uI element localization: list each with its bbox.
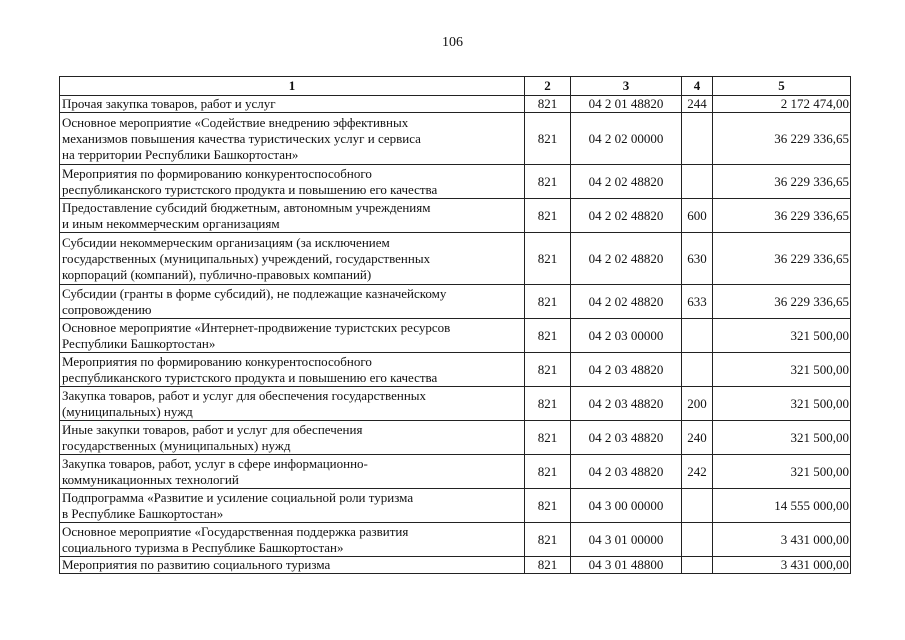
table-row [60,113,851,165]
row-amount-cell: 36 229 336,65 [713,199,851,233]
row-code-cell: 04 2 02 48820 [571,165,682,199]
row-name-cell: Прочая закупка товаров, работ и услуг [60,96,525,113]
row-code-cell: 04 2 01 48820 [571,96,682,113]
row-amount-cell: 3 431 000,00 [713,557,851,574]
row-admin-cell: 821 [525,285,571,319]
header-col-2: 2 [525,77,571,96]
row-name-cell: Предоставление субсидий бюджетным, автономным учреждениям и иным некоммерческим организациям [60,199,525,233]
header-col-1: 1 [60,77,525,96]
row-code-cell: 04 2 02 48820 [571,199,682,233]
row-amount-cell: 14 555 000,00 [713,489,851,523]
row-name-cell: Иные закупки товаров, работ и услуг для обеспечения государственных (муниципальных) нужд [60,421,525,455]
row-code-cell: 04 2 03 48820 [571,353,682,387]
row-amount-cell: 36 229 336,65 [713,233,851,285]
row-type-cell: 600 [682,199,713,233]
row-name-cell: Основное мероприятие «Интернет-продвижение туристских ресурсов Республики Башкортостан» [60,319,525,353]
row-amount-cell: 36 229 336,65 [713,285,851,319]
page-number: 106 [442,35,463,50]
row-type-cell [682,489,713,523]
table-row [60,421,851,455]
table-row [60,353,851,387]
row-type-cell [682,557,713,574]
row-amount-cell: 3 431 000,00 [713,523,851,557]
row-admin-cell: 821 [525,353,571,387]
row-code-cell: 04 2 03 48820 [571,455,682,489]
row-amount-cell: 2 172 474,00 [713,96,851,113]
header-col-3: 3 [571,77,682,96]
row-admin-cell: 821 [525,387,571,421]
table-row [60,165,851,199]
row-admin-cell: 821 [525,233,571,285]
header-col-5: 5 [713,77,851,96]
row-amount-cell: 36 229 336,65 [713,165,851,199]
budget-table [59,76,851,574]
row-admin-cell: 821 [525,557,571,574]
row-type-cell: 240 [682,421,713,455]
table-row [60,387,851,421]
row-name-cell: Субсидии некоммерческим организациям (за исключением государственных (муниципальных) учреждений, государственных корпораций (компаний), публично-правовых компаний) [60,233,525,285]
table-row [60,199,851,233]
row-admin-cell: 821 [525,319,571,353]
row-admin-cell: 821 [525,165,571,199]
row-admin-cell: 821 [525,96,571,113]
table-row [60,319,851,353]
row-amount-cell: 321 500,00 [713,387,851,421]
row-type-cell [682,353,713,387]
row-amount-cell: 36 229 336,65 [713,113,851,165]
row-admin-cell: 821 [525,489,571,523]
row-name-cell: Основное мероприятие «Содействие внедрению эффективных механизмов повышения качества туристических услуг и сервиса на территории Республики Башкортостан» [60,113,525,165]
row-amount-cell: 321 500,00 [713,455,851,489]
row-name-cell: Мероприятия по развитию социального туризма [60,557,525,574]
row-code-cell: 04 2 02 00000 [571,113,682,165]
row-code-cell: 04 2 03 48820 [571,387,682,421]
row-type-cell [682,165,713,199]
row-admin-cell: 821 [525,421,571,455]
table-body [60,96,851,574]
table-row [60,285,851,319]
row-type-cell [682,319,713,353]
table-row [60,455,851,489]
row-admin-cell: 821 [525,523,571,557]
row-code-cell: 04 2 02 48820 [571,285,682,319]
row-code-cell: 04 3 01 48800 [571,557,682,574]
row-type-cell: 200 [682,387,713,421]
row-name-cell: Мероприятия по формированию конкурентоспособного республиканского туристского продукта и повышению его качества [60,353,525,387]
row-code-cell: 04 3 00 00000 [571,489,682,523]
table-row [60,96,851,113]
row-name-cell: Закупка товаров, работ, услуг в сфере информационно- коммуникационных технологий [60,455,525,489]
header-col-4: 4 [682,77,713,96]
table-row [60,523,851,557]
row-type-cell: 244 [682,96,713,113]
row-code-cell: 04 3 01 00000 [571,523,682,557]
row-admin-cell: 821 [525,113,571,165]
table-header-row [60,77,851,96]
row-name-cell: Мероприятия по формированию конкурентоспособного республиканского туристского продукта и повышению его качества [60,165,525,199]
table-row [60,233,851,285]
table-row [60,489,851,523]
row-type-cell: 242 [682,455,713,489]
row-type-cell [682,113,713,165]
row-name-cell: Основное мероприятие «Государственная поддержка развития социального туризма в Республике Башкортостан» [60,523,525,557]
row-admin-cell: 821 [525,455,571,489]
row-name-cell: Субсидии (гранты в форме субсидий), не подлежащие казначейскому сопровождению [60,285,525,319]
row-amount-cell: 321 500,00 [713,319,851,353]
table-row [60,557,851,574]
row-code-cell: 04 2 02 48820 [571,233,682,285]
row-name-cell: Закупка товаров, работ и услуг для обеспечения государственных (муниципальных) нужд [60,387,525,421]
row-code-cell: 04 2 03 00000 [571,319,682,353]
row-amount-cell: 321 500,00 [713,421,851,455]
row-code-cell: 04 2 03 48820 [571,421,682,455]
row-admin-cell: 821 [525,199,571,233]
row-type-cell: 633 [682,285,713,319]
row-type-cell [682,523,713,557]
row-amount-cell: 321 500,00 [713,353,851,387]
row-name-cell: Подпрограмма «Развитие и усиление социальной роли туризма в Республике Башкортостан» [60,489,525,523]
row-type-cell: 630 [682,233,713,285]
